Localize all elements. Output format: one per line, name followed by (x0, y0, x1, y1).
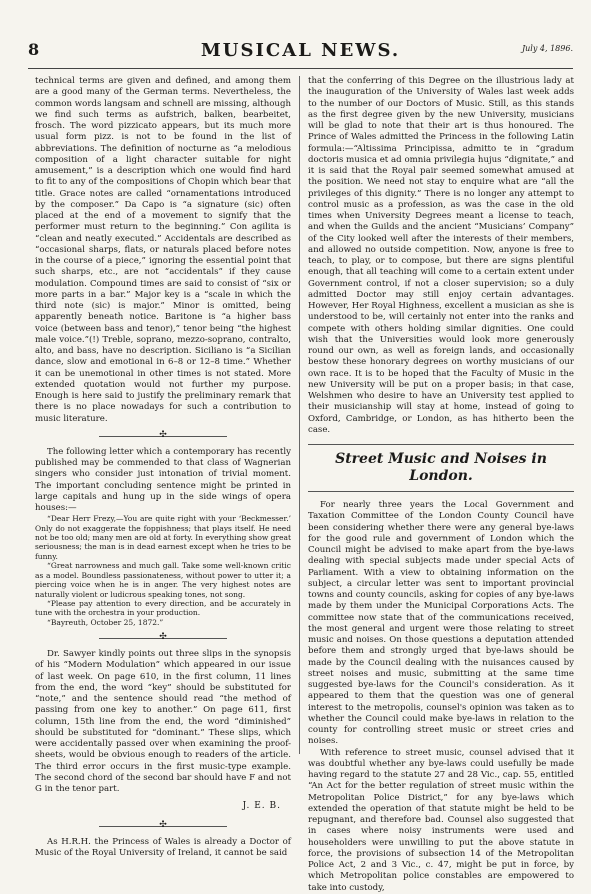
publication-title: MUSICAL NEWS. (200, 40, 401, 61)
letter-quote: “Great narrowness and much gall. Take some well-known critic as a model. Boundless passionateness, without power to utter it; a piercing voice when he is in anger. The very highest notes are naturally violent or ludicrous speaking tones, not song. (35, 561, 291, 599)
page-number: 8 (28, 40, 40, 59)
right-column (308, 76, 574, 894)
street-music-paragraph: With reference to street music, counsel advised that it was doubtful whether any bye-laws could usefully be made having regard to the statute 27 and 28 Vic., cap. 55, entitled “An Act for the better regulation of street music within the Metropolitan Police District,” for any bye-laws which extended the operation of that statute might be held to be repugnant, and therefore bad. Counsel also suggested that in cases where noisy instruments were used and householders were unwilling to put the above statute in force, the provisions of subsection 14 of the Metropolitan Police Act, 2 and 3 Vic., c. 47, might be put in force, by which Metropolitan police constables are empowered to take into custody, (308, 747, 574, 893)
article-heading-line: London. (409, 468, 473, 484)
article-heading-line: Street Music and Noises in (335, 451, 547, 467)
letter-quote: “Dear Herr Frezy,—You are quite right with your ‘Beckmesser.’ Only do not exaggerate the foppishness; that plays itself. He need not be too old; many men are old at forty. In everything show great seriousness; the man is in dead earnest except when he tries to be funny. (35, 514, 291, 561)
page-header (28, 40, 573, 66)
street-music-paragraph: For nearly three years the Local Government and Taxation Committee of the London County Council have been considering whether there were any general bye-laws for the good rule and government of London which the Council might be advised to make apart from the bye-laws dealing with special subjects made under special Acts of Parliament. With a view to obtaining information on the subject, a circular letter was sent to important provincial towns and county councils, asking for copies of any bye-laws made by them under the Municipal Corporations Acts. The committee now state that of the communications received, the most general and urgent were those relating to street music and noises. On those questions a deputation attended before them and strongly urged that bye-laws should be made by the Council dealing with the nuisances caused by street noises and music, submitting at the same time suggested bye-laws for the Council's consideration. As it appeared to them that the question was one of general interest to the metropolis, counsel's opinion was taken as to whether the Council could make bye-laws in relation to the county for controlling street music or street cries and noises. (308, 500, 574, 747)
header-rule (28, 68, 573, 69)
issue-date: July 4, 1896. (521, 44, 573, 53)
errata-paragraph: Dr. Sawyer kindly points out three slips in the synopsis of his “Modern Modulation” which appeared in our issue of last week. On page 610, in the first column, 11 lines from the end, the word “key” should be substituted for “note,” and the sentence should read “the method of passing from one key to another.” On page 611, first column, 15th line from the end, the word “diminished” should be substituted for “dominant.” These slips, which were accidentally passed over when examining the proof-sheets, would be obvious enough to readers of the article. The third error occurs in the first music-type example. The second chord of the second bar should have F and not G in the tenor part. (35, 649, 291, 795)
letter-dateline: “Bayreuth, October 25, 1872.” (47, 617, 164, 627)
column-divider (299, 76, 300, 754)
author-signature: J. E. B. (242, 801, 281, 812)
section-ornament (35, 821, 291, 831)
wagner-letter-intro: The following letter which a contemporary has recently published may be commended to that class of Wagnerian singers who consider just intonation of trivial moment. The important concluding sentence might be printed in large capitals and hung up in the side wings of opera houses:— (35, 446, 291, 513)
glossary-review-paragraph: technical terms are given and defined, and among them are a good many of the German terms. Nevertheless, the common words langsam and schnell are missing, although we find such terms as aufstrich, balken, bearbeitet, frosch. The word pizzicato appears, but its much more usual form pizz. is not to be found in the list of abbreviations. The definition of nocturne as “a melodious composition of a light character suitable for night amusement,” is a description which one would find hard to fit to any of the compositions of Chopin which bear that title. Grace notes are called “ornamentations introduced by the composer.” Da Capo is “a signature (sic) often placed at the end of a movement to signify that the performer must return to the beginning.” Con agilita is “clean and neatly executed.” Accidentals are described as “occasional sharps, flats, or naturals placed before notes in the course of a piece,” ignoring the essential point that such sharps, etc., are not “accidentals” if they cause modulation. Compound times are said to consist of “six or more parts in a bar.” Major key is a “scale in which the third note (sic) is major.” Minor is omitted, being apparently beneath notice. Baritone is “a higher bass voice (between bass and tenor),” tenor being “the highest male voice.”(!) Treble, soprano, mezzo-soprano, contralto, alto, and bass, have no description. Siciliano is “a Sicilian dance, slow and emotional in 6–8 or 12–8 time.” Whether it can be unemotional in other times is not stated. More extended quotation would not further my purpose. Enough is here said to justify the preliminary remark that there is no place nowadays for such a contribution to music literature. (35, 76, 291, 424)
left-column (35, 76, 291, 859)
section-ornament (35, 431, 291, 441)
section-ornament (35, 633, 291, 643)
letter-quote: “Please pay attention to every direction, and be accurately in tune with the orchestra in your production. (35, 598, 291, 618)
article-heading (308, 444, 574, 492)
princess-paragraph-start: As H.R.H. the Princess of Wales is already a Doctor of Music of the Royal University of Ireland, it cannot be said (35, 836, 291, 858)
university-degree-paragraph: that the conferring of this Degree on the illustrious lady at the inauguration of the University of Wales last week adds to the number of our Doctors of Music. Still, as this stands as the first degree given by the new University, musicians will be glad to note that their art is thus honoured. The Prince of Wales admitted the Princess in the following Latin formula:—“Altissima Principissa, admitto te in “gradum doctoris musica et ad omnia privilegia hujus “dignitate,” and it is said that the Royal pair seemed somewhat amused at the position. We need not stay to enquire what are “all the privileges of this dignity.” There is no longer any attempt to control music as a profession, as was the case in the old times when University Degrees meant a license to teach, and when the Guilds and the ancient “Musicians’ Company” of the City looked well after the interests of their members, and allowed no outside competition. Now, anyone is free to teach, to play, or to compose, but there are signs plentiful enough, that all teaching will come to a certain extent under Government control, if not a closer supervision; so a duly admitted Doctor may still enjoy certain advantages. However, Her Royal Highness, excellent a musician as she is understood to be, will certainly not enter into the ranks and compete with others holding similar dignities. One could wish that the Universities would look more generously round our own, as well as foreign lands, and occasionally bestow these honorary degrees on worthy musicians of our own race. It is to be hoped that the Faculty of Music in the new University will be put on a proper basis; in that case, Welshmen who desire to have an University test applied to their musicianship will stay at home, instead of going to Oxford, Cambridge, or London, as has hitherto been the case. (308, 76, 574, 435)
